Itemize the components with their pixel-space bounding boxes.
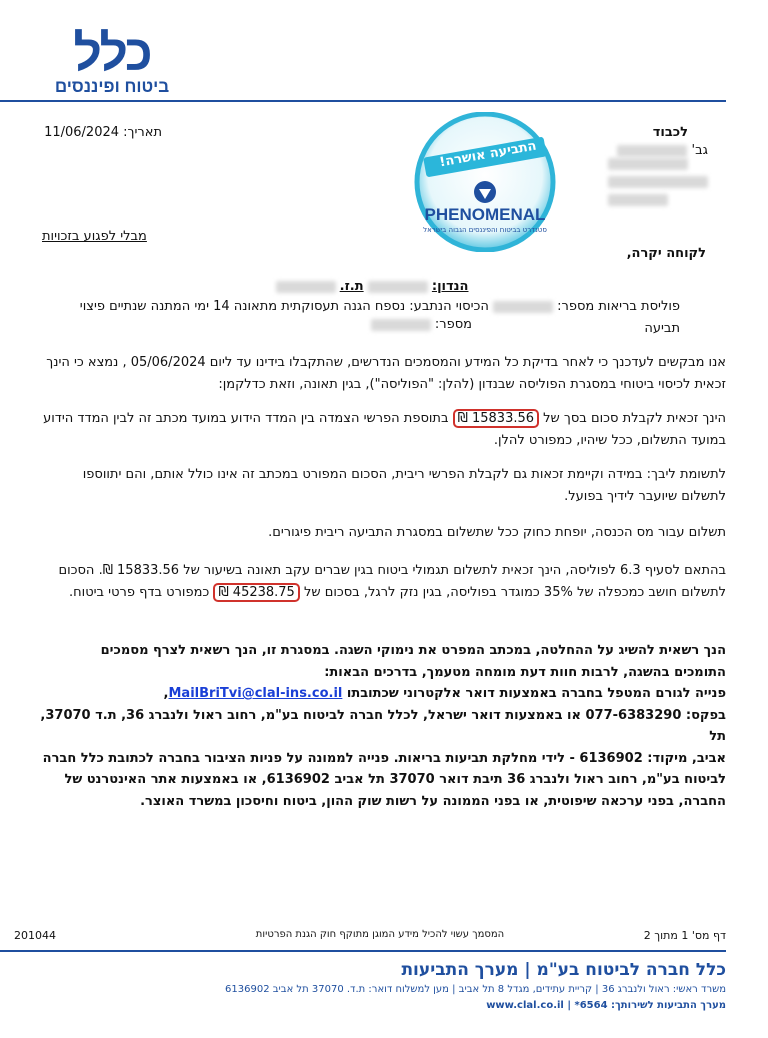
redacted-number [371, 319, 431, 331]
number-label: מספר: [434, 317, 472, 332]
logo-mark-text: כלל [73, 25, 151, 81]
amount-highlight-2 [213, 583, 299, 602]
amount-1: 15833.56 [471, 411, 535, 426]
p5-text-a: בהתאם לסעיף 6.3 לפוליסה, הינך זכאית לתשלום תגמולי ביטוח בגין שברים עקב תאונה בשיעור של 15833.56 ₪. [98, 563, 726, 578]
date-value: 11/06/2024 [44, 125, 120, 140]
p2-text-a: הינך זכאית לקבלת סכום בסך של [543, 411, 726, 426]
paragraph-2 [40, 408, 726, 452]
currency-1: ₪ [457, 411, 468, 426]
logo-subtitle: ביטוח ופיננסים [54, 77, 170, 96]
page-number: דף מס' 1 מתוך 2 [643, 929, 726, 942]
number-line [200, 314, 472, 336]
p6-line-7: החברה, בפני ערכאה שיפוטית, או בפני הממונה על רשות שוק ההון, ביטוח וחיסכון במשרד האוצר. [140, 793, 726, 809]
date-label: תאריך: [123, 125, 162, 140]
doc-code: 201044 [14, 929, 56, 942]
header-divider [0, 100, 726, 102]
greeting: לקוחה יקרה, [626, 246, 706, 261]
paragraph-6 [40, 640, 726, 812]
company-footer-contact: מערך התביעות לשירותך: 6564* | www.clal.co.il [486, 1000, 726, 1011]
recipient-label: לכבוד [652, 125, 688, 140]
logo-mark [42, 25, 182, 81]
without-prejudice: מבלי לפגוע בזכויות [42, 229, 147, 244]
currency-2: ₪ [218, 585, 229, 600]
redacted-subject-name [368, 281, 428, 293]
p6-line-1: הנך רשאית להשיג על ההחלטה, במכתב המפרט את נימוקי השגה. במסגרת זו, הנך רשאית לצרף מסמכים [100, 643, 726, 658]
p6-line-3: פנייה לגורם המטפל בחברה באמצעות דואר אלקטרוני שכתובתו MailBriTvi@clal-ins.co.il, [163, 686, 726, 701]
company-footer-title: כלל חברה לביטוח בע"מ | מערך התביעות [401, 960, 726, 980]
email-link[interactable]: MailBriTvi@clal-ins.co.il [168, 686, 343, 701]
id-label: ת.ז. [339, 279, 364, 294]
recipient-prefix: גב' [691, 143, 708, 158]
amount-highlight-1 [453, 409, 539, 428]
p5-text-b: הסכום לתשלום חושב כמכפלה של 35% כמוגדר בפוליסה, בגין נזק לרגל, בסכום של [58, 563, 726, 600]
company-footer-address: משרד ראשי: ראול ולנברג 36 | קריית עתידים, מגדל 8 תל אביב | מען למשלוח דואר: ת.ד. 37070 תל אביב 6136902 [225, 984, 726, 995]
p6-line-4: בפקס: 077-6383290 או באמצעות דואר ישראל, לכלל חברה לביטוח בע"מ, רחוב ראול ולנברג 36, ת.ד 37070, תל [40, 707, 726, 744]
paragraph-4: תשלום עבור מס הכנסה, יופחת כחוק ככל שתשלום במסגרת התביעה ריבית פיגורים. [268, 525, 726, 540]
p2-text-b: בתוספת הפרשי הצמדה בין המדד הידוע במועד מכתב זה לבין המדד הידוע במועד התשלום, ככל שיהיו, כמפורט להלן. [43, 411, 726, 448]
coverage-text: הכיסוי הנתבע: נספח הגנה תעסוקתית מתאונה 14 ימי המתנה שנתיים פיצוי תביעה [79, 299, 680, 336]
redacted-id [276, 281, 336, 293]
privacy-notice: המסמך עשוי להכיל מידע המוגן מתוקף חוק הגנת הפרטיות [255, 929, 505, 940]
p5-text-c: כמפורט בדף פרטי ביטוח. [69, 585, 210, 600]
subject-prefix: הנדון: [431, 279, 469, 294]
stamp-sub: סטנדרט בביטוח והפיננסים הגבוה בישראל [423, 226, 547, 234]
stamp-brand: PHENOMENAL [424, 205, 546, 224]
paragraph-5 [40, 560, 726, 604]
redacted-name [617, 145, 687, 157]
paragraph-3: לתשומת ליבך: במידה וקיימת זכאות גם לקבלת הפרשי ריבית, הסכום המפורט במכתב זה אינו כולל אותם, והם יתווספו לתשלום שיועבר לידיך בפועל. [82, 467, 726, 504]
footer-divider [0, 950, 726, 952]
date-line [42, 122, 162, 144]
policy-label: פוליסת בריאות מספר: [557, 299, 680, 314]
stamp-banner-text: התביעה אושרה! [438, 138, 538, 171]
p6-line-3-text: פנייה לגורם המטפל בחברה באמצעות דואר אלקטרוני שכתובתו [346, 686, 726, 701]
redacted-policy [493, 301, 553, 313]
clal-logo [42, 25, 182, 96]
amount-2: 45238.75 [232, 585, 295, 600]
paragraph-1: אנו מבקשים לעדכנך כי לאחר בדיקת כל המידע והמסמכים הנדרשים, שהתקבלו בידינו עד ליום 05/06/2024 , נמצא כי הינך זכאית לכיסוי ביטוחי במסגרת הפוליסה שבנדון (להלן: "הפוליסה"), בגין תאונה, וזאת כדלקמן: [46, 355, 726, 392]
p6-line-2: התומכים בהשגה, לרבות חוות דעת מומחה מטעמך, בדרכים הבאות: [324, 664, 726, 680]
subject-line [160, 276, 584, 298]
p6-line-5: אביב, מיקוד: 6136902 - לידי מחלקת תביעות בריאות. פנייה לממונה על פניות הציבור בחברה לכתובת כלל חברה [42, 750, 726, 766]
p6-line-6: לביטוח בע"מ, רחוב ראול ולנברג 36 תיבת דואר 37070 תל אביב 6136902, או באמצעות אתר האינטרנט של [64, 772, 726, 787]
redacted-address [608, 158, 708, 206]
